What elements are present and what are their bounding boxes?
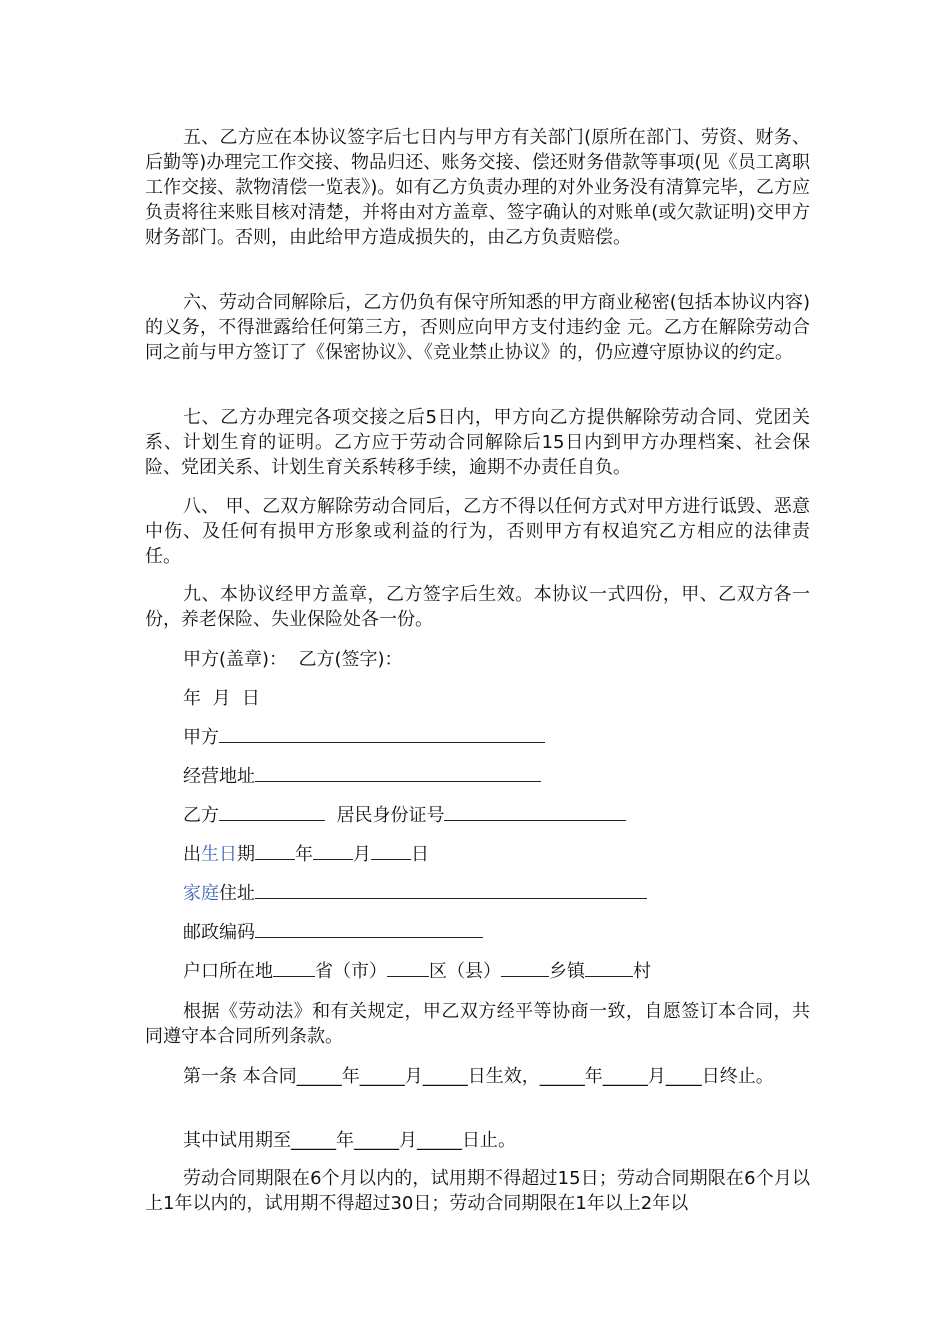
home-address-blank (255, 881, 647, 899)
address-blank (255, 764, 541, 782)
party-a-blank (219, 725, 545, 743)
district-blank (387, 959, 429, 977)
party-a-label: 甲方 (183, 727, 219, 748)
birth-label-prefix: 出 (183, 844, 201, 865)
clause-5: 五、乙方应在本协议签字后七日内与甲方有关部门(原所在部门、劳资、财务、后勤等)办理完工作交接、物品归还、账务交接、偿还财务借款等事项(见《员工离职工作交接、款物清偿一览表》)。如有乙方负责办理的对外业务没有清算完毕，乙方应负责将往来账目核对清楚，并将由对方盖章、签字确认的对账单(或欠款证明)交甲方财务部门。否则，由此给甲方造成损失的，由乙方负责赔偿。 (145, 127, 810, 248)
clause-8: 八、 甲、乙双方解除劳动合同后，乙方不得以任何方式对甲方进行诋毁、恶意中伤、及任何有损甲方形象或利益的行为，否则甲方有权追究乙方相应的法律责任。 (145, 496, 810, 567)
party-b-field (183, 803, 626, 828)
village-blank (585, 959, 633, 977)
birth-label-highlight: 生日 (201, 844, 237, 865)
date-line: 年 月 日 (183, 688, 260, 709)
contract-basis: 根据《劳动法》和有关规定，甲乙双方经平等协商一致，自愿签订本合同，共同遵守本合同所列条款。 (145, 1001, 810, 1047)
probation-limits: 劳动合同期限在6个月以内的，试用期不得超过15日；劳动合同期限在6个月以上1年以内的，试用期不得超过30日；劳动合同期限在1年以上2年以 (145, 1168, 810, 1214)
birth-date-field (183, 842, 429, 867)
hukou-field (183, 959, 651, 984)
clause-9: 九、本协议经甲方盖章，乙方签字后生效。本协议一式四份，甲、乙双方各一份，养老保险、失业保险处各一份。 (145, 584, 810, 630)
clause-6: 六、劳动合同解除后，乙方仍负有保守所知悉的甲方商业秘密(包括本协议内容)的义务，不得泄露给任何第三方，否则应向甲方支付违约金 元。乙方在解除劳动合同之前与甲方签订了《保密协议》、《竞业禁止协议》的，仍应遵守原协议的约定。 (145, 292, 810, 363)
id-number-label: 居民身份证号 (336, 805, 445, 826)
home-label-suffix: 住址 (219, 883, 255, 904)
party-b-label: 乙方 (183, 805, 219, 826)
probation-period: 其中试用期至_____年_____月_____日止。 (183, 1130, 516, 1151)
id-number-blank (444, 803, 626, 821)
postcode-blank (255, 920, 483, 938)
postcode-field (183, 920, 483, 945)
town-label: 乡镇 (549, 961, 585, 982)
address-field (183, 764, 541, 789)
hukou-label: 户口所在地 (183, 961, 273, 982)
day-label: 日 (411, 844, 429, 865)
birth-month-blank (313, 842, 353, 860)
home-address-field (183, 881, 647, 906)
district-label: 区（县） (429, 961, 501, 982)
postcode-label: 邮政编码 (183, 922, 255, 943)
party-a-field (183, 725, 545, 750)
home-label-highlight: 家庭 (183, 883, 219, 904)
clause-7: 七、乙方办理完各项交接之后5日内，甲方向乙方提供解除劳动合同、党团关系、计划生育的证明。乙方应于劳动合同解除后15日内到甲方办理档案、社会保险、党团关系、计划生育关系转移手续，逾期不办责任自负。 (145, 407, 810, 478)
article-1: 第一条 本合同_____年_____月_____日生效，_____年_____月____日终止。 (183, 1066, 774, 1087)
province-label: 省（市） (315, 961, 387, 982)
town-blank (501, 959, 549, 977)
birth-year-blank (255, 842, 295, 860)
address-label: 经营地址 (183, 766, 255, 787)
village-label: 村 (633, 961, 651, 982)
signature-line: 甲方(盖章)： 乙方(签字)： (183, 649, 403, 670)
month-label: 月 (353, 844, 371, 865)
birth-label-suffix: 期 (237, 844, 255, 865)
party-b-blank (219, 803, 325, 821)
year-label: 年 (295, 844, 313, 865)
birth-day-blank (371, 842, 411, 860)
province-blank (273, 959, 315, 977)
